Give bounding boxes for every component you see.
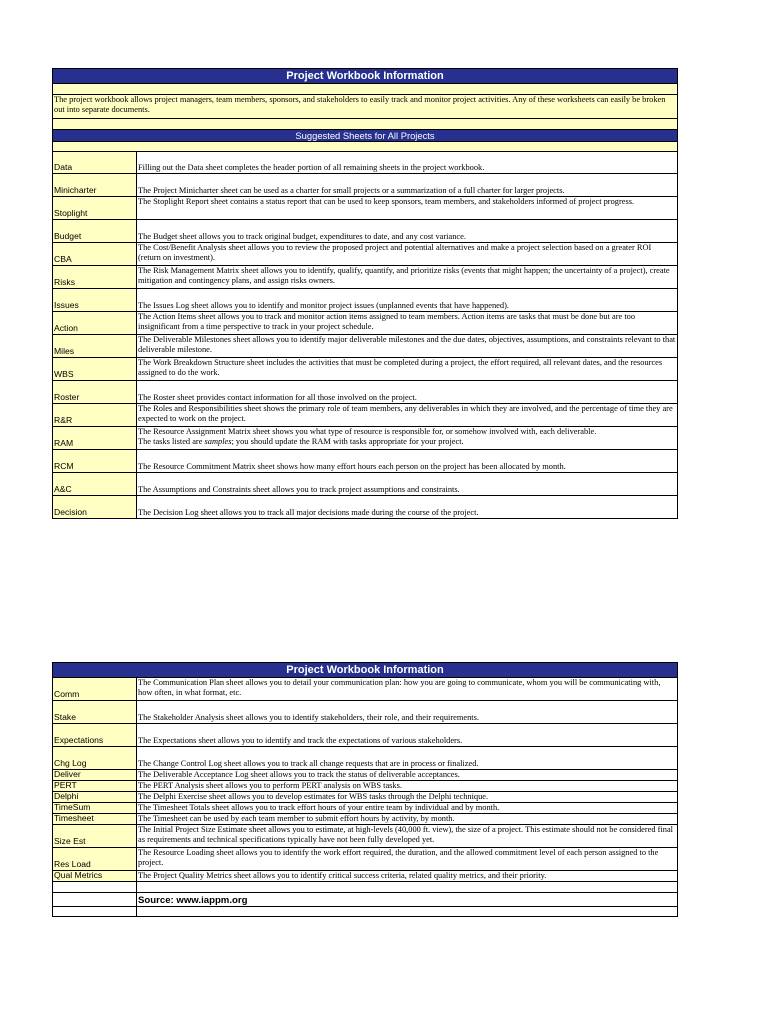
table-header-row bbox=[53, 663, 678, 678]
sheet-description: The Decision Log sheet allows you to track all major decisions made during the course of the project. bbox=[137, 496, 678, 519]
spacer-row bbox=[53, 882, 678, 893]
sheet-description: The Action Items sheet allows you to track and monitor action items assigned to team members. Action items are tasks that must be done but are too insignificant from a time perspective to track in your project schedule. bbox=[137, 312, 678, 335]
sheet-description: The Assumptions and Constraints sheet allows you to track project assumptions and constraints. bbox=[137, 473, 678, 496]
source-row bbox=[53, 893, 678, 907]
sheet-description: The Roles and Responsibilities sheet shows the primary role of team members, any deliverables in which they are involved, and the percentage of time they are expected to work on the project. bbox=[137, 404, 678, 427]
table-row bbox=[53, 848, 678, 871]
sheet-name: Issues bbox=[53, 289, 137, 312]
subheader-row bbox=[53, 130, 678, 142]
sheet-name: Qual Metrics bbox=[53, 871, 137, 882]
sheet-name: Action bbox=[53, 312, 137, 335]
sheet-description: The Work Breakdown Structure sheet includes the activities that must be completed during a project, the effort required, all relevant dates, and the resources assigned to do the work. bbox=[137, 358, 678, 381]
sheet-name: Chg Log bbox=[53, 747, 137, 770]
sheet-description: The Roster sheet provides contact information for all those involved on the project. bbox=[137, 381, 678, 404]
sheet-name: Data bbox=[53, 152, 137, 174]
sheet-name: Roster bbox=[53, 381, 137, 404]
table-row bbox=[53, 335, 678, 358]
table-row bbox=[53, 473, 678, 496]
table-row bbox=[53, 701, 678, 724]
sheet-name: Res Load bbox=[53, 848, 137, 871]
table-row bbox=[53, 152, 678, 174]
sheet-description: The Initial Project Size Estimate sheet allows you to estimate, at high-levels (40,000 ft. view), the size of a project. This estimate should not be considered final as requirements and technical specifications typically have not been fully developed yet. bbox=[137, 825, 678, 848]
sheet-name: Deliver bbox=[53, 770, 137, 781]
sheet-description: The Risk Management Matrix sheet allows you to identify, qualify, quantify, and prioritize risks (events that might happen; the uncertainty of a project), create mitigation and contingency plans, and assign risks owners. bbox=[137, 266, 678, 289]
source-credit: Source: www.iappm.org bbox=[137, 893, 678, 907]
ram-desc-line2a: The tasks listed are bbox=[138, 436, 205, 446]
sheet-name: Stoplight bbox=[53, 197, 137, 220]
sheet-description: The Change Control Log sheet allows you to track all change requests that are in process or finalized. bbox=[137, 747, 678, 770]
table-row bbox=[53, 678, 678, 701]
sheet-name: CBA bbox=[53, 243, 137, 266]
table-row bbox=[53, 792, 678, 803]
table-row bbox=[53, 174, 678, 197]
table-row bbox=[53, 871, 678, 882]
intro-row bbox=[53, 95, 678, 119]
sheet-description: The Deliverable Acceptance Log sheet allows you to track the status of deliverable acceptances. bbox=[137, 770, 678, 781]
sheet-description: The Project Quality Metrics sheet allows you to identify critical success criteria, related quality metrics, and their priority. bbox=[137, 871, 678, 882]
sheet-description: The Expectations sheet allows you to identify and track the expectations of various stakeholders. bbox=[137, 724, 678, 747]
sheet-name: Delphi bbox=[53, 792, 137, 803]
sheet-name: Miles bbox=[53, 335, 137, 358]
table-row bbox=[53, 358, 678, 381]
sheet-name: Comm bbox=[53, 678, 137, 701]
table-row bbox=[53, 220, 678, 243]
table-subtitle: Suggested Sheets for All Projects bbox=[53, 130, 678, 142]
sheet-name: PERT bbox=[53, 781, 137, 792]
table-row bbox=[53, 747, 678, 770]
table-row bbox=[53, 770, 678, 781]
ram-desc-samples: samples bbox=[204, 436, 232, 446]
sheet-name: Minicharter bbox=[53, 174, 137, 197]
sheet-name: Expectations bbox=[53, 724, 137, 747]
table-header-row bbox=[53, 69, 678, 84]
table-row bbox=[53, 427, 678, 450]
sheet-description: The Stoplight Report sheet contains a status report that can be used to keep sponsors, team members, and stakeholders informed of project progress. bbox=[137, 197, 678, 220]
sheet-name: TimeSum bbox=[53, 803, 137, 814]
sheet-description: The Timesheet Totals sheet allows you to track effort hours of your entire team by individual and by month. bbox=[137, 803, 678, 814]
ram-desc-line2c: ; you should update the RAM with tasks appropriate for your project. bbox=[231, 436, 464, 446]
sheet-name: WBS bbox=[53, 358, 137, 381]
table-row bbox=[53, 312, 678, 335]
sheet-name: Budget bbox=[53, 220, 137, 243]
table-row bbox=[53, 814, 678, 825]
sheet-description: The Delphi Exercise sheet allows you to develop estimates for WBS tasks through the Delphi technique. bbox=[137, 792, 678, 803]
table-row bbox=[53, 381, 678, 404]
table-row bbox=[53, 243, 678, 266]
spacer-row bbox=[53, 907, 678, 917]
spacer-row bbox=[53, 119, 678, 130]
sheet-description: The Communication Plan sheet allows you to detail your communication plan: how you are going to communicate, whom you will be communicating with, how often, in what format, etc. bbox=[137, 678, 678, 701]
sheet-name: RAM bbox=[53, 427, 137, 450]
sheet-description: The Cost/Benefit Analysis sheet allows you to review the proposed project and potential alternatives and make a project selection based on a greater ROI (return on investment). bbox=[137, 243, 678, 266]
sheet-description: The Timesheet can be used by each team member to submit effort hours by activity, by month. bbox=[137, 814, 678, 825]
workbook-info-table-continued bbox=[52, 662, 678, 917]
sheet-description: Filling out the Data sheet completes the header portion of all remaining sheets in the project workbook. bbox=[137, 152, 678, 174]
sheet-name: Timesheet bbox=[53, 814, 137, 825]
intro-text: The project workbook allows project managers, team members, sponsors, and stakeholders to easily track and monitor project activities. Any of these worksheets can easily be broken out into separate documents. bbox=[53, 95, 678, 119]
sheet-description: The Budget sheet allows you to track original budget, expenditures to date, and any cost variance. bbox=[137, 220, 678, 243]
table-row bbox=[53, 266, 678, 289]
table-row bbox=[53, 496, 678, 519]
sheet-description: The PERT Analysis sheet allows you to perform PERT analysis on WBS tasks. bbox=[137, 781, 678, 792]
sheet-description: The Project Minicharter sheet can be used as a charter for small projects or a summarization of a full charter for larger projects. bbox=[137, 174, 678, 197]
table-row bbox=[53, 724, 678, 747]
sheet-description: The Resource Commitment Matrix sheet shows how many effort hours each person on the project has been allocated by month. bbox=[137, 450, 678, 473]
workbook-info-table bbox=[52, 68, 678, 519]
sheet-description: The Issues Log sheet allows you to identify and monitor project issues (unplanned events that have happened). bbox=[137, 289, 678, 312]
ram-desc-line1: The Resource Assignment Matrix sheet shows you what type of resource is responsible for, or somehow involved with, each deliverable. bbox=[138, 427, 597, 436]
table-title: Project Workbook Information bbox=[53, 663, 678, 678]
sheet-description bbox=[137, 427, 678, 450]
table-row bbox=[53, 825, 678, 848]
sheet-name: R&R bbox=[53, 404, 137, 427]
table-row bbox=[53, 197, 678, 220]
sheet-description: The Resource Loading sheet allows you to identify the work effort required, the duration, and the allowed commitment level of each person assigned to the project. bbox=[137, 848, 678, 871]
spacer-row bbox=[53, 84, 678, 95]
table-row bbox=[53, 803, 678, 814]
table-title: Project Workbook Information bbox=[53, 69, 678, 84]
sheet-description: The Deliverable Milestones sheet allows you to identify major deliverable milestones and the due dates, objectives, assumptions, and constraints relevant to that deliverable milestone. bbox=[137, 335, 678, 358]
table-row bbox=[53, 781, 678, 792]
sheet-description: The Stakeholder Analysis sheet allows you to identify stakeholders, their role, and their requirements. bbox=[137, 701, 678, 724]
table-row bbox=[53, 289, 678, 312]
sheet-name: Risks bbox=[53, 266, 137, 289]
sheet-name: Size Est bbox=[53, 825, 137, 848]
sheet-name: A&C bbox=[53, 473, 137, 496]
table-row bbox=[53, 450, 678, 473]
sheet-name: RCM bbox=[53, 450, 137, 473]
spacer-row bbox=[53, 142, 678, 152]
table-row bbox=[53, 404, 678, 427]
sheet-name: Stake bbox=[53, 701, 137, 724]
sheet-name: Decision bbox=[53, 496, 137, 519]
